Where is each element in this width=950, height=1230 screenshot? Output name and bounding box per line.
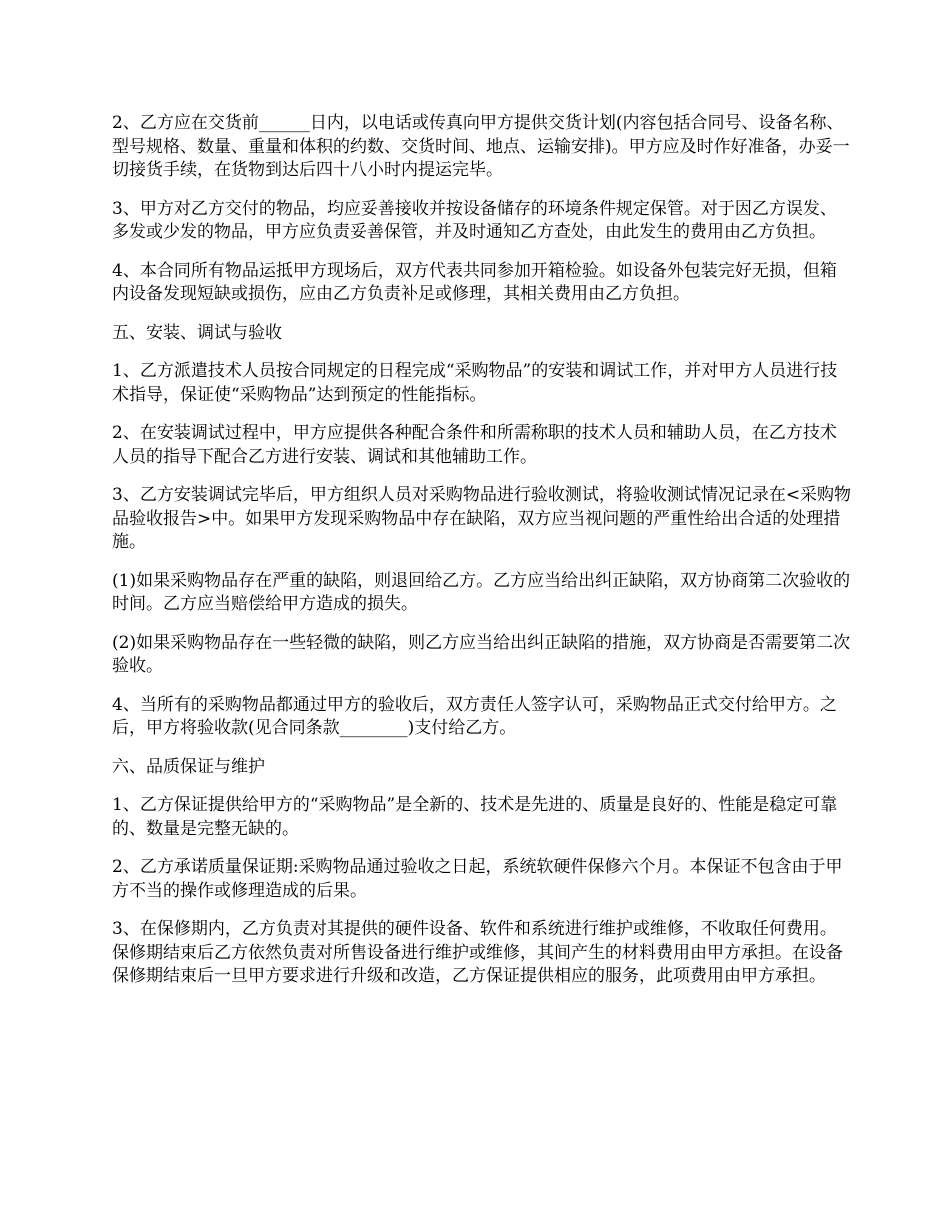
clause-quality-guarantee: 1、乙方保证提供给甲方的“采购物品”是全新的、技术是先进的、质量是良好的、性能是稳定可靠的、数量是完整无缺的。: [112, 795, 838, 839]
clause-delivery-plan: 2、乙方应在交货前______日内，以电话或传真向甲方提供交货计划(内容包括合同号、设备名称、型号规格、数量、重量和体积的约数、交货时间、地点、运输安排)。甲方应及时作好准备，办妥一切接货手续，在货物到达后四十八小时内提运完毕。: [112, 113, 850, 180]
clause-unpacking-inspection: 4、本合同所有物品运抵甲方现场后，双方代表共同参加开箱检验。如设备外包装完好无损，但箱内设备发现短缺或损伤，应由乙方负责补足或修理，其相关费用由乙方负担。: [112, 260, 837, 304]
document-page: [112, 112, 852, 1004]
clause-warranty-period: 2、乙方承诺质量保证期:采购物品通过验收之日起，系统软硬件保修六个月。本保证不包含由于甲方不当的操作或修理造成的后果。: [112, 857, 843, 901]
clause-maintenance: 3、在保修期内，乙方负责对其提供的硬件设备、软件和系统进行维护或维修，不收取任何费用。保修期结束后乙方依然负责对所售设备进行维护或维修，其间产生的材料费用由甲方承担。在设备保修期结束后一旦甲方要求进行升级和改造，乙方保证提供相应的服务，此项费用由甲方承担。: [112, 919, 843, 986]
section-heading-installation: 五、安装、调试与验收: [112, 322, 282, 343]
section-heading-warranty: 六、品质保证与维护: [112, 756, 265, 777]
clause-acceptance-payment: 4、当所有的采购物品都通过甲方的验收后，双方责任人签字认可，采购物品正式交付给甲方。之后，甲方将验收款(见合同条款________)支付给乙方。: [112, 694, 837, 738]
clause-installation-technicians: 1、乙方派遣技术人员按合同规定的日程完成“采购物品”的安装和调试工作，并对甲方人员进行技术指导，保证使“采购物品”达到预定的性能指标。: [112, 361, 838, 405]
clause-acceptance-test: 3、乙方安装调试完毕后，甲方组织人员对采购物品进行验收测试，将验收测试情况记录在<采购物品验收报告>中。如果甲方发现采购物品中存在缺陷，双方应当视问题的严重性给出合适的处理措施。: [112, 485, 852, 552]
clause-storage: 3、甲方对乙方交付的物品，均应妥善接收并按设备储存的环境条件规定保管。对于因乙方误发、多发或少发的物品，甲方应负责妥善保管，并及时通知乙方查处，由此发生的费用由乙方负担。: [112, 198, 837, 242]
clause-installation-cooperation: 2、在安装调试过程中，甲方应提供各种配合条件和所需称职的技术人员和辅助人员，在乙方技术人员的指导下配合乙方进行安装、调试和其他辅助工作。: [112, 423, 837, 467]
clause-serious-defect: (1)如果采购物品存在严重的缺陷，则退回给乙方。乙方应当给出纠正缺陷，双方协商第二次验收的时间。乙方应当赔偿给甲方造成的损失。: [112, 570, 851, 614]
clause-minor-defect: (2)如果采购物品存在一些轻微的缺陷，则乙方应当给出纠正缺陷的措施，双方协商是否需要第二次验收。: [112, 632, 851, 676]
